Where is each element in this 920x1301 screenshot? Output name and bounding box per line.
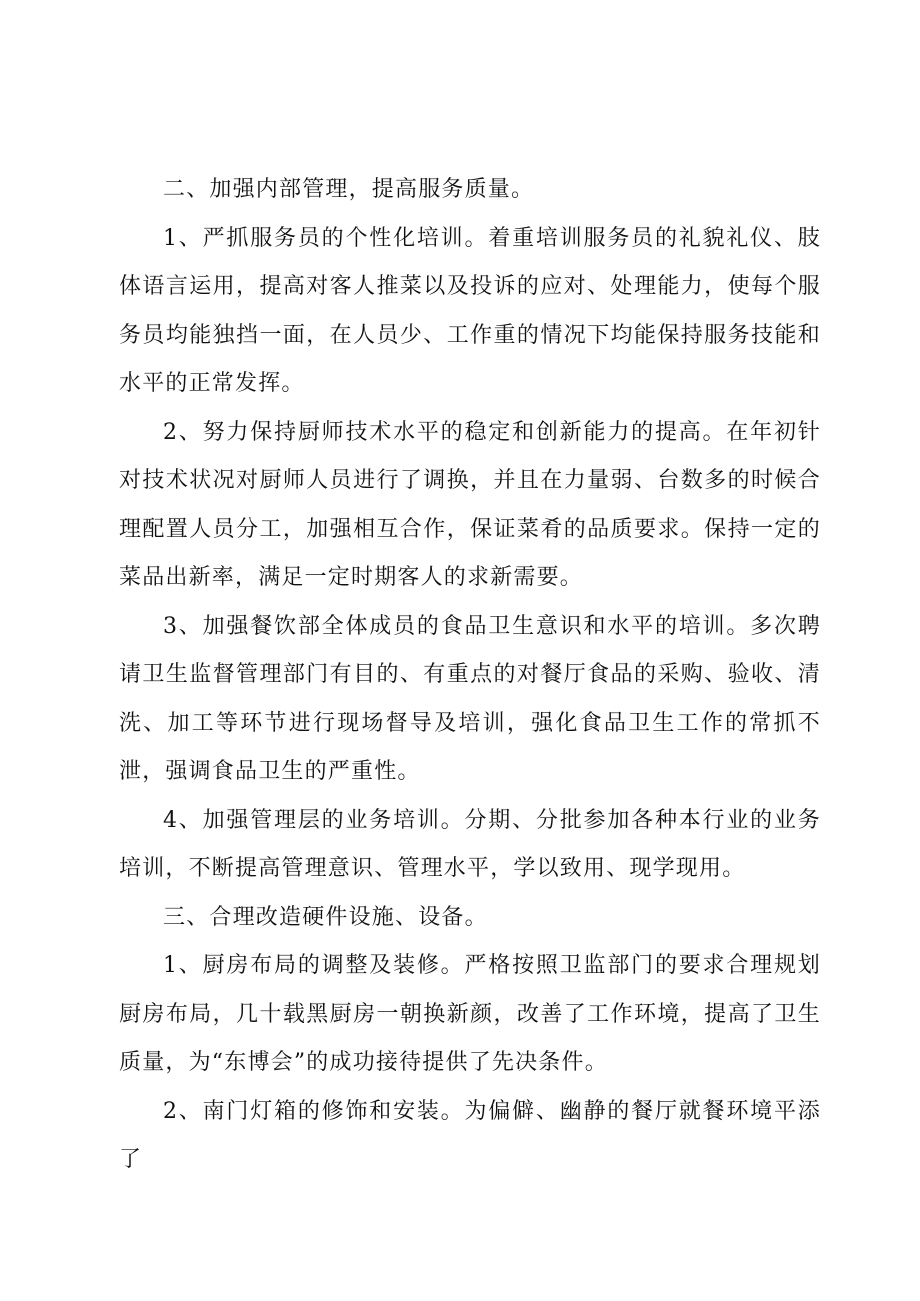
paragraph-item-2-1: 1、严抓服务员的个性化培训。着重培训服务员的礼貌礼仪、肢体语言运用，提高对客人推菜以及投诉的应对、处理能力，使每个服务员均能独挡一面，在人员少、工作重的情况下均能保持服务技能和水平的正常发挥。 — [119, 225, 821, 396]
paragraph-item-2-2: 2、努力保持厨师技术水平的稳定和创新能力的提高。在年初针对技术状况对厨师人员进行了调换，并且在力量弱、台数多的时候合理配置人员分工，加强相互合作，保证菜肴的品质要求。保持一定的菜品出新率，满足一定时期客人的求新需要。 — [119, 419, 821, 590]
section-heading-3: 三、合理改造硬件设施、设备。 — [163, 904, 488, 930]
paragraph-item-3-2: 2、南门灯箱的修饰和安装。为偏僻、幽静的餐厅就餐环境平添了 — [119, 1098, 821, 1172]
section-heading-2: 二、加强内部管理，提高服务质量。 — [163, 177, 535, 202]
document-body — [119, 166, 821, 1185]
paragraph-item-2-4: 4、加强管理层的业务培训。分期、分批参加各种本行业的业务培训，不断提高管理意识、管理水平，学以致用、现学现用。 — [119, 807, 821, 881]
paragraph-item-3-1: 1、厨房布局的调整及装修。严格按照卫监部门的要求合理规划厨房布局，几十载黑厨房一朝换新颜，改善了工作环境，提高了卫生质量，为“东博会”的成功接待提供了先决条件。 — [119, 953, 821, 1075]
paragraph-item-2-3: 3、加强餐饮部全体成员的食品卫生意识和水平的培训。多次聘请卫生监督管理部门有目的、有重点的对餐厅食品的采购、验收、清洗、加工等环节进行现场督导及培训，强化食品卫生工作的常抓不泄，强调食品卫生的严重性。 — [119, 613, 821, 784]
